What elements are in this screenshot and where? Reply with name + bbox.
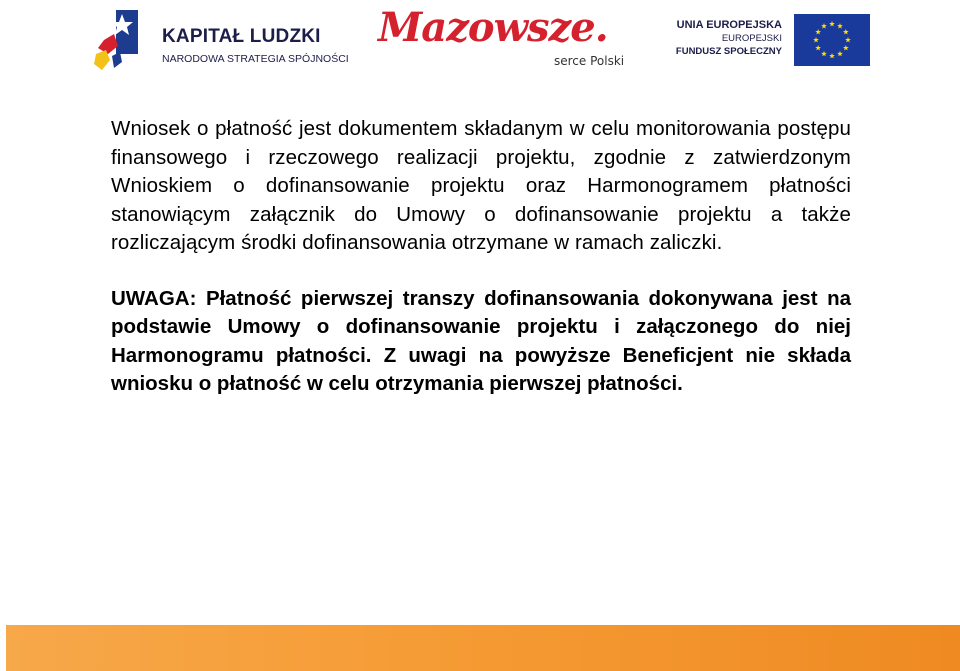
mazowsze-subtitle: serce Polski <box>554 54 625 68</box>
unia-europejska-logo <box>676 14 870 68</box>
logo-bar <box>88 0 874 78</box>
kapital-ludzki-title: KAPITAŁ LUDZKI <box>162 26 321 47</box>
unia-europejska-text <box>676 18 782 58</box>
ue-text-line2: EUROPEJSKI <box>721 33 782 44</box>
kapital-ludzki-logo <box>92 4 352 74</box>
eu-flag-icon <box>794 14 870 66</box>
mazowsze-logo <box>378 4 636 74</box>
ue-text-line3: FUNDUSZ SPOŁECZNY <box>675 46 782 57</box>
ue-text-line1: UNIA EUROPEJSKA <box>676 19 782 31</box>
kapital-ludzki-subtitle: NARODOWA STRATEGIA SPÓJNOŚCI <box>162 53 349 65</box>
paragraph-description: Wniosek o płatność jest dokumentem składanym w celu monitorowania postępu finansowego i rzeczowego realizacji projektu, zgodnie z zatwierdzonym Wnioskiem o dofinansowanie projektu oraz Harmonogramem płatności stanowiącym załącznik do Umowy o dofinansowanie projektu a także rozliczającym środki dofinansowania otrzymane w ramach zaliczki. <box>111 117 851 254</box>
paragraph-warning: UWAGA: Płatność pierwszej transzy dofinansowania dokonywana jest na podstawie Umowy o dofinansowanie projektu i załączonego do niej Harmonogramu płatności. Z uwagi na powyższe Beneficjent nie składa wniosku o płatność w celu otrzymania pierwszej płatności. <box>111 286 851 395</box>
bottom-bar-edge <box>0 625 6 671</box>
slide-content <box>111 115 851 399</box>
bottom-accent-bar <box>0 625 960 671</box>
kapital-ludzki-star-icon <box>92 4 152 74</box>
mazowsze-wordmark: Mazowsze. <box>378 4 608 51</box>
